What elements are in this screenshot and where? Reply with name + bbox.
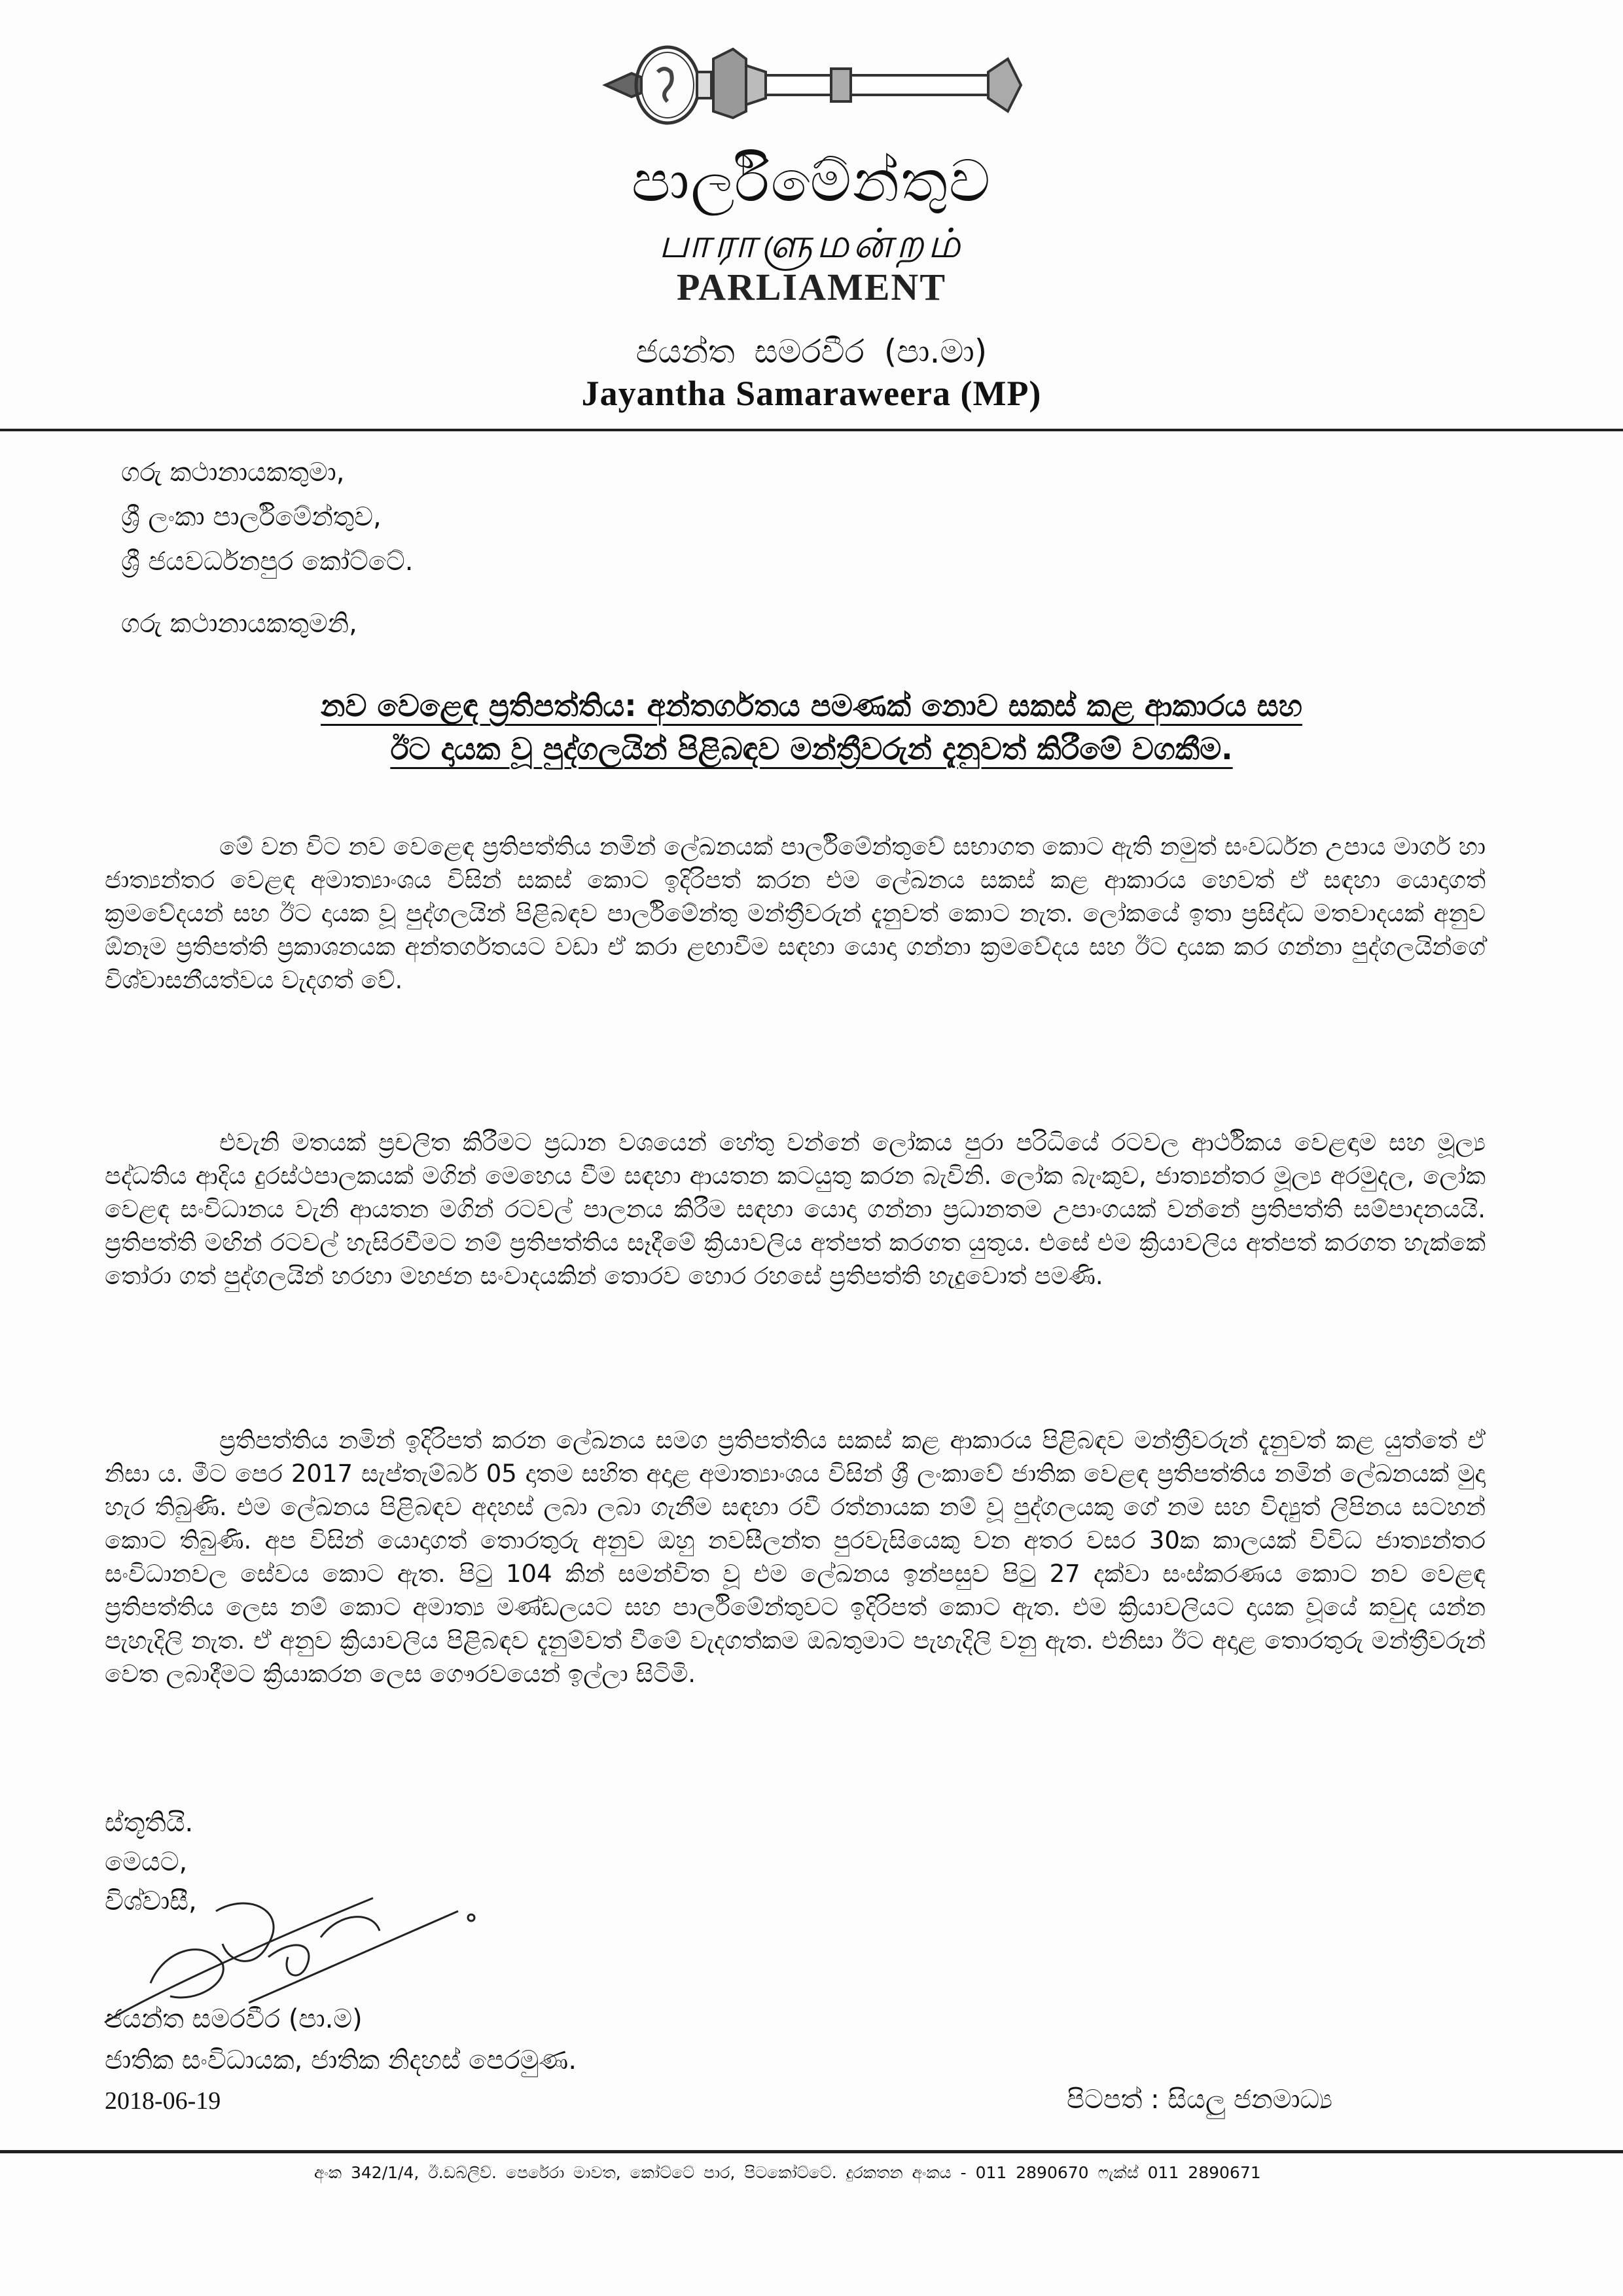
closing-line: විශ්වාසී, [105,1886,197,1916]
recipient-address [121,450,414,584]
subject-line: නව වෙළෙඳ ප්‍රතිපත්තිය: අන්තර්ගතය පමණක් නොව සකස් කළ ආකාරය සහ [321,688,1302,723]
signer-role: ජාතික සංවිධායක, ජාතික නිදහස් පෙරමුණ. [105,2045,577,2075]
footer-divider [0,2150,1623,2153]
body-paragraph: එවැනි මතයක් ප්‍රචලිත කිරීමට ප්‍රධාන වශයෙන් හේතු වන්නේ ලෝකය පුරා පරිධියේ රටවල ආර්ථිකය වෙළඳාම සහ මූල්‍ය පද්ධතිය ආදිය දුරස්ථපාලකයක් මගින් මෙහෙය වීම සඳහා ආයතන කටයුතු කරන බැවිනි. ලෝක බැංකුව, ජාත්‍යන්තර මූල්‍ය අරමුදල, ලෝක වෙළඳ සංවිධානය වැනි ආයතන මගින් රටවල් පාලනය කිරීම සඳහා යොදා ගන්නා ප්‍රධානතම උපාංගයක් වන්නේ ප්‍රතිපත්ති සම්පාදනයයි. ප්‍රතිපත්ති මඟින් රටවල් හැසිරවීමට නම් ප්‍රතිපත්තිය සෑදීමේ ක්‍රියාවලිය අත්පත් කරගත යුතුය. එසේ එම ක්‍රියාවලිය අත්පත් කරගත හැක්කේ තෝරා ගත් පුද්ගලයින් හරහා මහජන සංවාදයකින් තොරව හොර රහසේ ප්‍රතිපත්ති හැදුවොත් පමණි. [105,1128,1486,1290]
recipient-line: ශ්‍රී ලංකා පාර්ලිමේන්තුව, [121,502,382,532]
letterhead-title-tamil: பாராளுமன்றம் [658,219,965,267]
footer-address: අංක 342/1/4, ඊ.ඩබ්ලිව්. පෙරේරා මාවත, කෝට්ටේ පාර, පිටකෝට්ටේ. දුරකතන අංකය - 011 2890670 ෆැක්ස් 011 2890671 [314,2163,1261,2182]
body-paragraph: ප්‍රතිපත්තිය නමින් ඉදිරිපත් කරන ලේඛනය සමග ප්‍රතිපත්තිය සකස් කළ ආකාරය පිළිබඳව මන්ත්‍රීවරුන් දැනුවත් කළ යුත්තේ ඒ නිසා ය. මීට පෙර 2017 සැප්තැම්බර් 05 දාතම සහිත අදාළ අමාත්‍යාංශය විසින් ශ්‍රී ලංකාවේ ජාතික වෙළඳ ප්‍රතිපත්තිය නමින් ලේඛනයක් මුදා හැර තිබුණි. එම ලේඛනය පිළිබඳව අදහස් ලබා ලබා ගැනීම සඳහා රවී රත්නායක නම් වූ පුද්ගලයකු ගේ නම සහ විද්‍යුත් ලිපිනය සටහන් කොට තිබුණි. අප විසින් යොදාගත් තොරතුරු අනුව ඔහු නවසීලන්ත පුරවැසියෙකු වන අතර වසර 30ක කාලයක් විවිධ ජාත්‍යන්තර සංවිධානවල සේවය කොට ඇත. පිටු 104 කින් සමන්විත වූ එම ලේඛනය ඉන්පසුව පිටු 27 දක්වා සංස්කරණය කොට නව වෙළඳ ප්‍රතිපත්තිය ලෙස නම් කොට අමාත්‍ය මණ්ඩලයට සහ පාර්ලිමේන්තුවට ඉදිරිපත් කොට ඇත. එම ක්‍රියාවලියට දායක වූයේ කවුද යන්න පැහැදිලි නැත. ඒ අනුව ක්‍රියාවලිය පිළිබඳව දැනුම්වත් වීමේ වැදගත්කම ඔබතුමාට පැහැදිලි වනු ඇත. එනිසා ඊට අදාළ තොරතුරු මන්ත්‍රීවරුන් වෙත ලබාදීමට ක්‍රියාකරන ලෙස ගෞරවයෙන් ඉල්ලා සිටිමි. [105,1426,1486,1688]
parliament-mace-icon [569,20,1080,131]
copies-to: පිටපත් : සියලු ජනමාධ්‍ය [1067,2085,1333,2115]
letterhead-title-english: PARLIAMENT [676,266,947,308]
member-name-english: Jayantha Samaraweera (MP) [581,374,1042,413]
closing-line: ස්තූතියි. [105,1808,194,1838]
member-name-sinhala: ජයන්ත සමරවීර (පා.මා) [635,332,988,370]
subject-heading [196,684,1427,770]
closing-line: මෙයට, [105,1847,188,1877]
signer-name: ජයන්ත සමරවීර (පා.ම) [105,2004,363,2034]
recipient-line: ශ්‍රී ජයවර්ධනපුර කෝට්ටේ. [121,547,414,577]
letter-date: 2018-06-19 [105,2087,221,2115]
letterhead-title-sinhala: පාර්ලිමේන්තුව [631,147,992,215]
salutation: ගරු කථානායකතුමනි, [121,609,357,639]
header-divider [0,429,1623,431]
body-paragraph: මේ වන විට නව වෙළෙඳ ප්‍රතිපත්තිය නමින් ලේඛනයක් පාර්ලිමේන්තුවේ සභාගත කොට ඇති නමුත් සංවර්ධන උපාය මාර්ග හා ජාත්‍යන්තර වෙළඳ අමාත්‍යාංශය විසින් සකස් කොට ඉදිරිපත් කරන එම ලේඛනය සකස් කළ ආකාරය හෙවත් ඒ සඳහා යොදාගත් ක්‍රමවේදයන් සහ ඊට දායක වූ පුද්ගලයින් පිළිබඳව පාර්ලිමේන්තු මන්ත්‍රීවරුන් දැනුවත් කොට නැත. ලෝකයේ ඉතා ප්‍රසිද්ධ මතවාදයක් අනුව ඕනෑම ප්‍රතිපත්ති ප්‍රකාශනයක අන්තර්ගතයට වඩා ඒ කරා ළඟාවීම සඳහා යොදා ගන්නා ක්‍රමවේදය සහ ඊට දායක කර ගන්නා පුද්ගලයින්ගේ විශ්වාසනීයත්වය වැදගත් වේ. [105,833,1486,994]
subject-line: ඊට දායක වූ පුද්ගලයින් පිළිබඳව මන්ත්‍රීවරුන් දැනුවත් කිරීමේ වගකීම. [390,731,1233,766]
recipient-line: ගරු කථානායකතුමා, [121,457,345,488]
